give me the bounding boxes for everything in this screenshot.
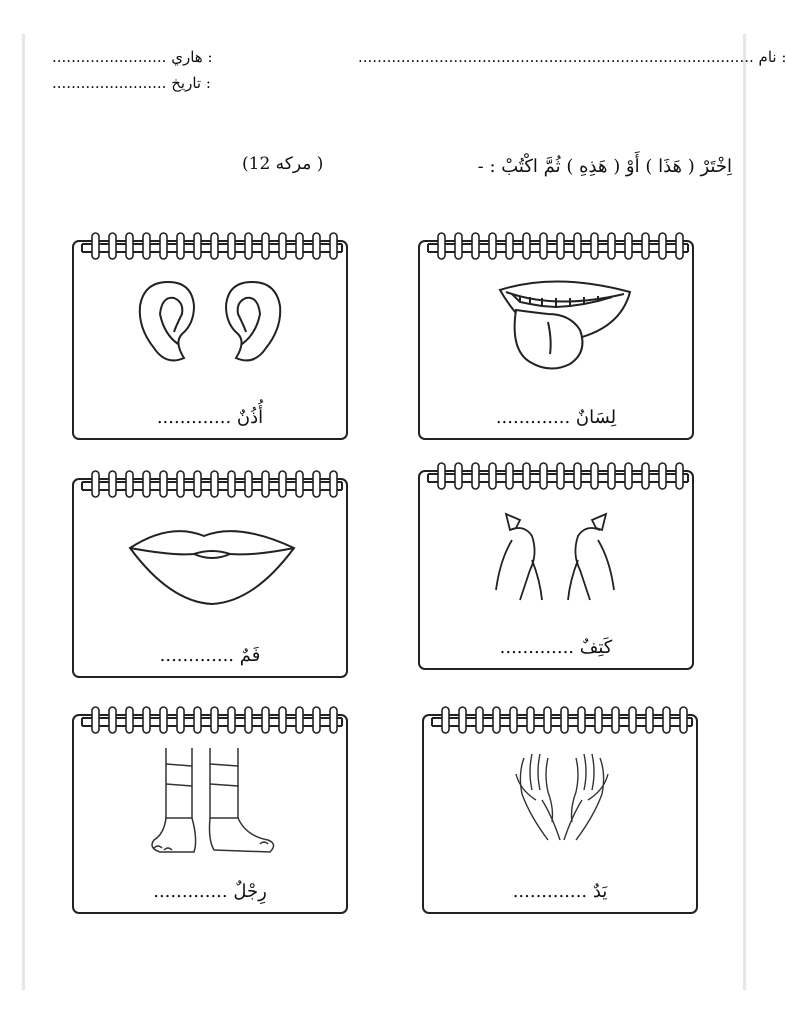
marks-label: (12 مركه ) bbox=[242, 154, 324, 174]
lips-icon bbox=[74, 508, 346, 638]
date-label: تاريخ : bbox=[171, 74, 211, 92]
date-dots: ........................ bbox=[52, 74, 167, 92]
day-label: هاري : bbox=[171, 48, 213, 66]
card-caption: ............. فَمٌ bbox=[159, 645, 261, 666]
card-caption: ............. كَتِفٌ bbox=[499, 637, 613, 658]
ears-icon bbox=[74, 270, 346, 400]
spiral-rings bbox=[82, 230, 342, 260]
card-shoulders bbox=[418, 470, 694, 670]
spiral-rings bbox=[428, 230, 688, 260]
day-line bbox=[52, 48, 213, 66]
card-ears bbox=[72, 240, 348, 440]
spiral-rings bbox=[428, 460, 688, 490]
name-label: نام : bbox=[758, 48, 786, 66]
card-caption: ............. لِسَانٌ bbox=[495, 407, 617, 428]
card-caption: ............. يَدٌ bbox=[512, 881, 608, 902]
day-dots: ........................ bbox=[52, 48, 167, 66]
spiral-rings bbox=[82, 704, 342, 734]
card-caption: ............. رِجْلٌ bbox=[153, 881, 267, 902]
instruction-text: اِخْتَرْ ( هَذَا ) أَوْ ( هَذِهِ ) ثُمَّ اكْتُبْ : - bbox=[477, 156, 732, 177]
card-feet bbox=[72, 714, 348, 914]
card-tongue bbox=[418, 240, 694, 440]
hands-icon bbox=[424, 744, 696, 874]
shoulders-icon bbox=[420, 500, 692, 630]
card-hands bbox=[422, 714, 698, 914]
tongue-mouth-icon bbox=[420, 270, 692, 400]
spiral-rings bbox=[432, 704, 692, 734]
feet-icon bbox=[74, 744, 346, 874]
name-dots: ................................................................................... bbox=[358, 48, 754, 66]
card-lips bbox=[72, 478, 348, 678]
date-line bbox=[52, 74, 211, 92]
card-caption: ............. أُذُنٌ bbox=[156, 407, 264, 428]
spiral-rings bbox=[82, 468, 342, 498]
name-line bbox=[358, 48, 786, 66]
